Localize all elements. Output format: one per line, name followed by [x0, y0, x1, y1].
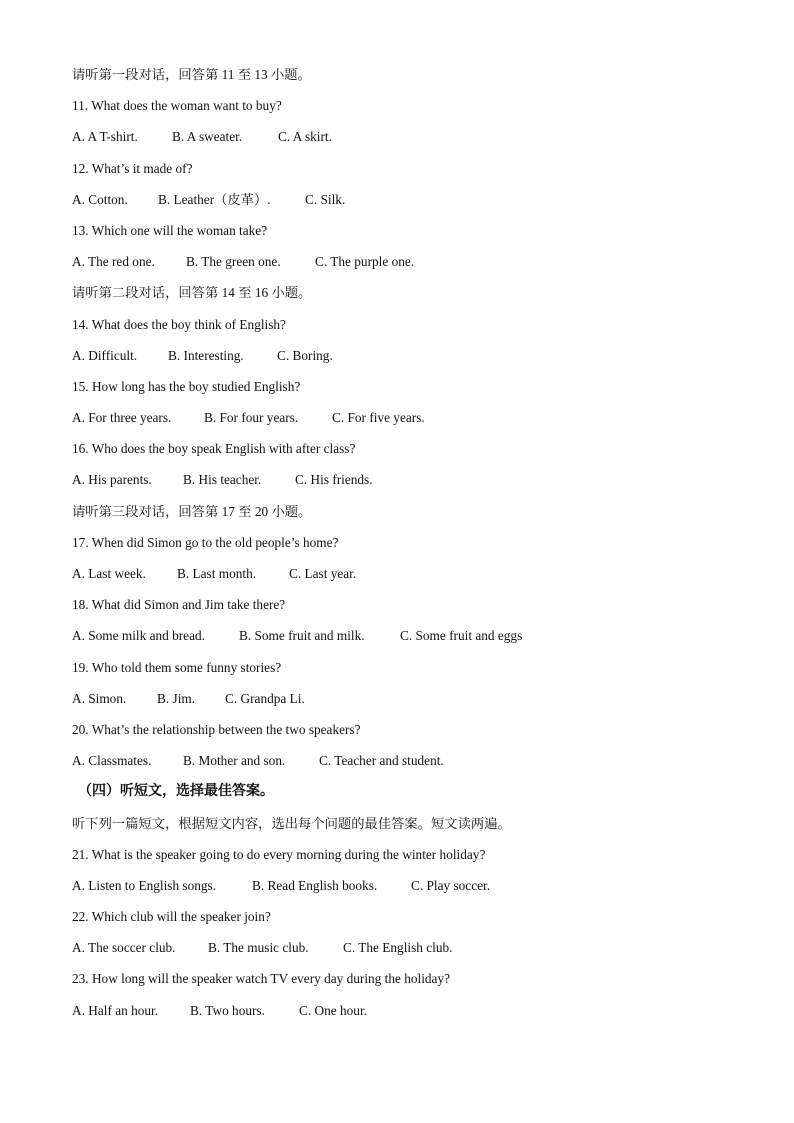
option-a: A. Some milk and bread. [72, 628, 205, 644]
option-c: C. For five years. [332, 410, 425, 426]
option-c: C. Play soccer. [411, 877, 491, 893]
option-a: A. Cotton. [72, 191, 128, 207]
dialogue-3-instruction: 请听第三段对话，回答第 17 至 20 小题。 [72, 503, 312, 519]
option-a: A. The red one. [72, 254, 155, 270]
option-b: B. Some fruit and milk. [239, 628, 365, 644]
option-b: B. For four years. [204, 410, 299, 426]
option-c: C. One hour. [299, 1002, 367, 1018]
option-b: B. Interesting. [168, 347, 244, 363]
option-b: B. Jim. [157, 690, 196, 706]
question-14: 14. What does the boy think of English? [72, 316, 286, 332]
option-a: A. For three years. [72, 410, 172, 426]
option-b: B. Last month. [177, 566, 257, 581]
option-c: C. The purple one. [315, 254, 415, 270]
question-16-options [72, 469, 752, 500]
option-b: B. Mother and son. [183, 753, 286, 769]
option-a: A. Half an hour. [72, 1002, 159, 1018]
option-b: B. The music club. [208, 940, 309, 956]
question-21: 21. What is the speaker going to do every morning during the winter holiday? [72, 846, 486, 862]
option-c: C. A skirt. [278, 129, 332, 145]
option-c: C. Silk. [305, 191, 346, 207]
option-b: B. A sweater. [172, 129, 243, 145]
question-20-options [72, 750, 752, 781]
question-11-options [72, 126, 752, 157]
option-c: C. Teacher and student. [319, 753, 444, 769]
question-18: 18. What did Simon and Jim take there? [72, 597, 286, 613]
option-c: C. Grandpa Li. [225, 690, 305, 706]
question-15: 15. How long has the boy studied English? [72, 378, 301, 394]
section-4-instruction: 听下列一篇短文，根据短文内容，选出每个问题的最佳答案。短文读两遍。 [72, 815, 511, 831]
option-b: B. Read English books. [252, 877, 378, 893]
dialogue-2-instruction: 请听第二段对话，回答第 14 至 16 小题。 [72, 285, 312, 301]
option-b: B. Two hours. [190, 1002, 265, 1018]
question-12: 12. What’s it made of? [72, 160, 193, 176]
question-21-options [72, 875, 752, 906]
option-a: A. Last week. [72, 566, 146, 581]
option-a: A. The soccer club. [72, 940, 176, 956]
question-23-options [72, 1000, 752, 1031]
option-c: C. The English club. [343, 940, 453, 956]
question-13-options [72, 251, 752, 282]
question-22-options [72, 937, 752, 968]
option-a: A. Listen to English songs. [72, 877, 217, 893]
question-16: 16. Who does the boy speak English with after class? [72, 441, 356, 457]
question-15-options [72, 407, 752, 438]
option-b: B. Leather（皮革）. [158, 191, 271, 207]
question-12-options [72, 189, 752, 220]
option-a: A. Simon. [72, 690, 127, 706]
question-17: 17. When did Simon go to the old people’s home? [72, 534, 339, 550]
section-4-heading: （四）听短文，选择最佳答案。 [78, 784, 274, 800]
option-a: A. A T-shirt. [72, 129, 138, 145]
option-c: C. Some fruit and eggs [400, 628, 523, 644]
question-11: 11. What does the woman want to buy? [72, 98, 282, 114]
option-a: A. Classmates. [72, 753, 152, 769]
question-13: 13. Which one will the woman take? [72, 222, 268, 238]
question-23: 23. How long will the speaker watch TV every day during the holiday? [72, 971, 451, 987]
option-a: A. His parents. [72, 472, 152, 488]
option-a: A. Difficult. [72, 347, 138, 363]
question-19: 19. Who told them some funny stories? [72, 659, 282, 675]
question-18-options [72, 625, 752, 656]
question-17-options [72, 563, 752, 594]
question-20: 20. What’s the relationship between the two speakers? [72, 721, 361, 737]
option-b: B. The green one. [186, 254, 281, 270]
option-c: C. Boring. [277, 347, 333, 363]
option-c: C. His friends. [295, 472, 373, 488]
option-b: B. His teacher. [183, 472, 262, 488]
question-22: 22. Which club will the speaker join? [72, 909, 271, 925]
question-19-options [72, 688, 752, 719]
dialogue-1-instruction: 请听第一段对话，回答第 11 至 13 小题。 [72, 67, 311, 82]
question-14-options [72, 345, 752, 376]
exam-page [72, 64, 752, 1031]
option-c: C. Last year. [289, 566, 357, 581]
